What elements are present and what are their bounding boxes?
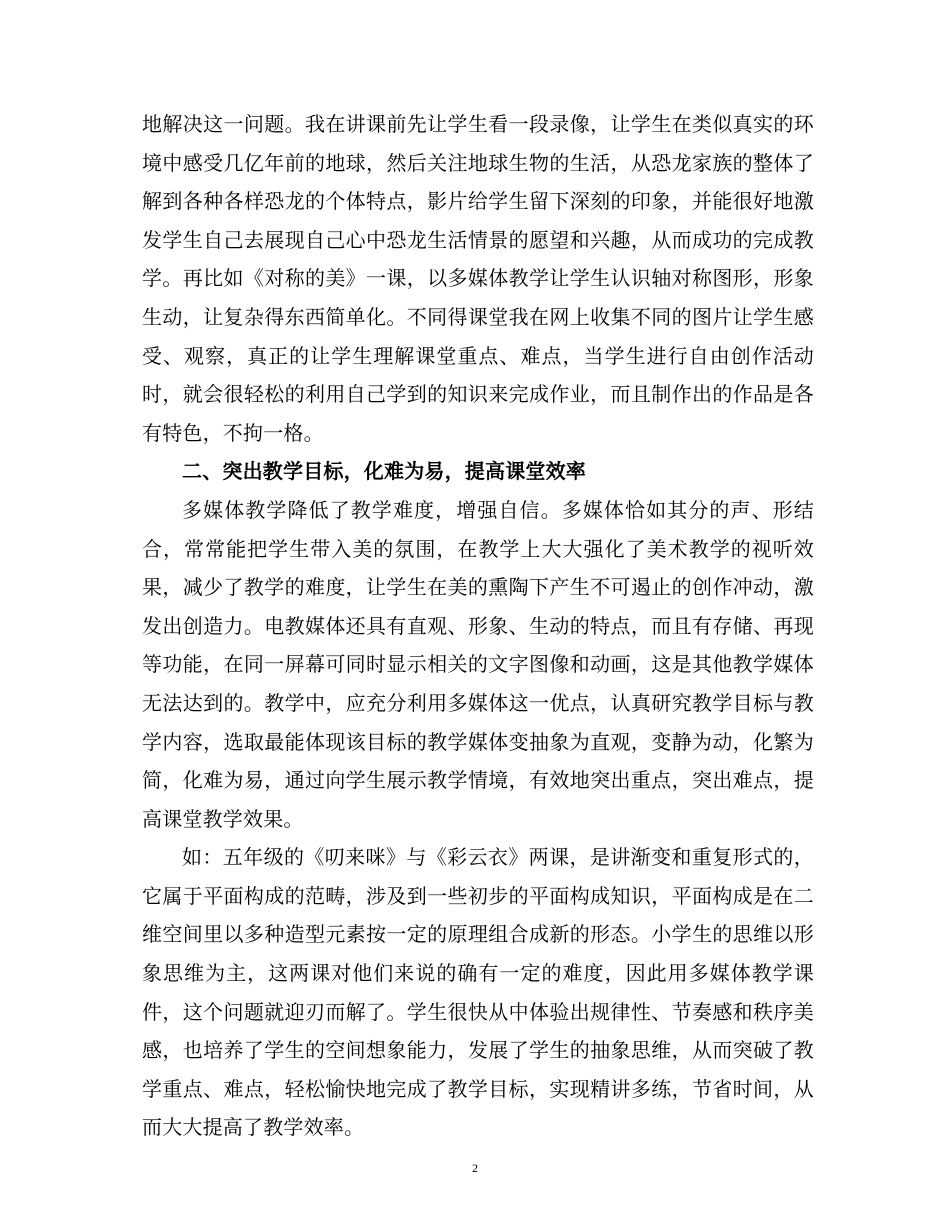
paragraph-fifth-grade-example: 如：五年级的《叨来咪》与《彩云衣》两课，是讲渐变和重复形式的，它属于平面构成的范畴，涉及到一些初步的平面构成知识，平面构成是在二维空间里以多种造型元素按一定的原理组合成新的形态。小学生的思维以形象思维为主，这两课对他们来说的确有一定的难度，因此用多媒体教学课件，这个问题就迎刃而解了。学生很快从中体验出规律性、节奏感和秩序美感，也培养了学生的空间想象能力，发展了学生的抽象思维，从而突破了教学重点、难点，轻松愉快地完成了教学目标，实现精讲多练，节省时间，从而大大提高了教学效率。: [142, 845, 814, 1140]
paragraph-multimedia-difficulty: 多媒体教学降低了教学难度，增强自信。多媒体恰如其分的声、形结合，常常能把学生带入美的氛围，在教学上大大强化了美术教学的视听效果，减少了教学的难度，让学生在美的熏陶下产生不可遏止的创作冲动，激发出创造力。电教媒体还具有直观、形象、生动的特点，而且有存储、再现等功能，在同一屏幕可同时显示相关的文字图像和动画，这是其他教学媒体无法达到的。教学中，应充分利用多媒体这一优点，认真研究教学目标与教学内容，选取最能体现该目标的教学媒体变抽象为直观，变静为动，化繁为简，化难为易，通过向学生展示教学情境，有效地突出重点，突出难点，提高课堂教学效果。: [142, 497, 814, 831]
page-number: 2: [472, 1161, 478, 1175]
paragraph-dinosaur-lesson: 地解决这一问题。我在讲课前先让学生看一段录像，让学生在类似真实的环境中感受几亿年前的地球，然后关注地球生物的生活，从恐龙家族的整体了解到各种各样恐龙的个体特点，影片给学生留下深刻的印象，并能很好地激发学生自己去展现自己心中恐龙生活情景的愿望和兴趣，从而成功的完成教学。再比如《对称的美》一课，以多媒体教学让学生认识轴对称图形，形象生动，让复杂得东西简单化。不同得课堂我在网上收集不同的图片让学生感受、观察，真正的让学生理解课堂重点、难点，当学生进行自由创作活动时，就会很轻松的利用自己学到的知识来完成作业，而且制作出的作品是各有特色，不拘一格。: [142, 112, 814, 445]
section-heading: 二、突出教学目标，化难为易，提高课堂效率: [182, 459, 586, 484]
page-body: [142, 105, 814, 1147]
